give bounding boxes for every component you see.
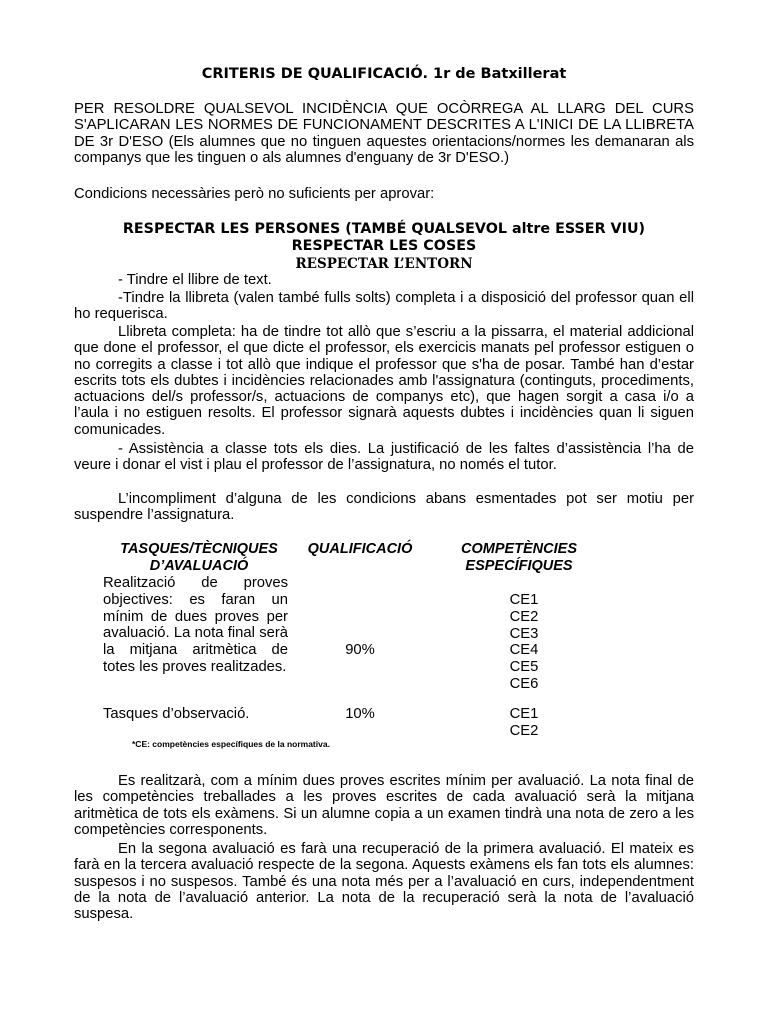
competence-code: CE3 <box>509 625 539 642</box>
table-row-1-competences <box>494 592 554 693</box>
table-header-competences: COMPETÈNCIES ESPECÍFIQUES <box>460 541 577 574</box>
competence-code: CE2 <box>509 722 539 739</box>
intro-paragraph: PER RESOLDRE QUALSEVOL INCIDÈNCIA QUE OCÒRREGA AL LLARG DEL CURS S'APLICARAN LES NORMES DE FUNCIONAMENT DESCRITES A L'INICI DE LA LLIBRETA DE 3r D'ESO (Els alumnes que no tinguen aquestes orientacions/normes les demanaran als companys que les tinguen o als alumnes d'enguany de 3r D'ESO.) <box>74 101 694 166</box>
table-row-2-task: Tasques d’observació. <box>103 706 250 722</box>
competence-code: CE5 <box>509 659 539 676</box>
breach-paragraph: L’incompliment d’alguna de les condicions abans esmentades pot ser motiu per suspendre l’assignatura. <box>74 491 694 524</box>
condition-notebook-detail: Llibreta completa: ha de tindre tot allò que s’escriu a la pissarra, el material addicional que done el professor, el que dicte el professor, els exercicis manats pel professor estiguen o no corregits a classe i tot allò que indique el professor que s'ha de posar. També han d’estar escrits tots els dubtes i incidències relacionades amb l'assignatura (continguts, procediments, actuacions del/s professor/s, actuacions de companys etc), que hagen sorgit a casa i/o a l’aula i no estiguen resolts. El professor signarà aquests dubtes i incidències quan li siguen comunicades. <box>74 324 694 438</box>
final-paragraph-exams: Es realitzarà, com a mínim dues proves escrites mínim per avaluació. La nota final de les competències treballades a les proves escrites de cada avaluació serà la mitjana aritmètica de tots els exàmens. Si un alumne copia a un examen tindrà una nota de zero a les competències corresponents. <box>74 773 694 838</box>
page-title: CRITERIS DE QUALIFICACIÓ. 1r de Batxillerat <box>201 66 567 82</box>
table-row-2-qualification: 10% <box>345 706 375 722</box>
conditions-intro: Condicions necessàries però no suficients per aprovar: <box>74 186 435 202</box>
table-header-qualification: QUALIFICACIÓ <box>307 541 413 557</box>
competence-code: CE1 <box>509 706 539 722</box>
table-row-1-qualification: 90% <box>345 642 375 658</box>
final-paragraph-recovery: En la segona avaluació es farà una recuperació de la primera avaluació. El mateix es farà en la tercera avaluació respecte de la segona. Aquests exàmens els fan tots els alumnes: suspesos i no suspesos. També és una nota més per a l’avaluació en curs, independentment de la nota de l’avaluació anterior. La nota de la recuperació serà la nota de l’avaluació suspesa. <box>74 841 694 923</box>
competence-code: CE2 <box>509 608 539 625</box>
table-row-2-competences <box>494 706 554 740</box>
respect-people-heading: RESPECTAR LES PERSONES (TAMBÉ QUALSEVOL altre ESSER VIU) <box>122 221 646 237</box>
table-header-task: TASQUES/TÈCNIQUES D’AVALUACIÓ <box>120 541 278 574</box>
condition-attendance: - Assistència a classe tots els dies. La justificació de les faltes d’assistència l’ha de veure i donar el vist i plau el professor de l’assignatura, no només el tutor. <box>74 441 694 474</box>
table-footnote: *CE: competències específiques de la normativa. <box>132 739 330 749</box>
respect-things-heading: RESPECTAR LES COSES <box>291 238 477 254</box>
competence-code: CE4 <box>509 642 539 659</box>
table-row-1-task: Realització de proves objectives: es faran un mínim de dues proves per avaluació. La nota final serà la mitjana aritmètica de totes les proves realitzades. <box>103 575 288 675</box>
respect-environment-heading: RESPECTAR L’ENTORN <box>295 256 473 272</box>
competence-code: CE1 <box>509 592 539 608</box>
competence-code: CE6 <box>509 675 539 692</box>
condition-textbook: - Tindre el llibre de text. <box>118 272 272 288</box>
condition-notebook: -Tindre la llibreta (valen també fulls solts) completa i a disposició del professor quan ell ho requerisca. <box>74 290 694 323</box>
